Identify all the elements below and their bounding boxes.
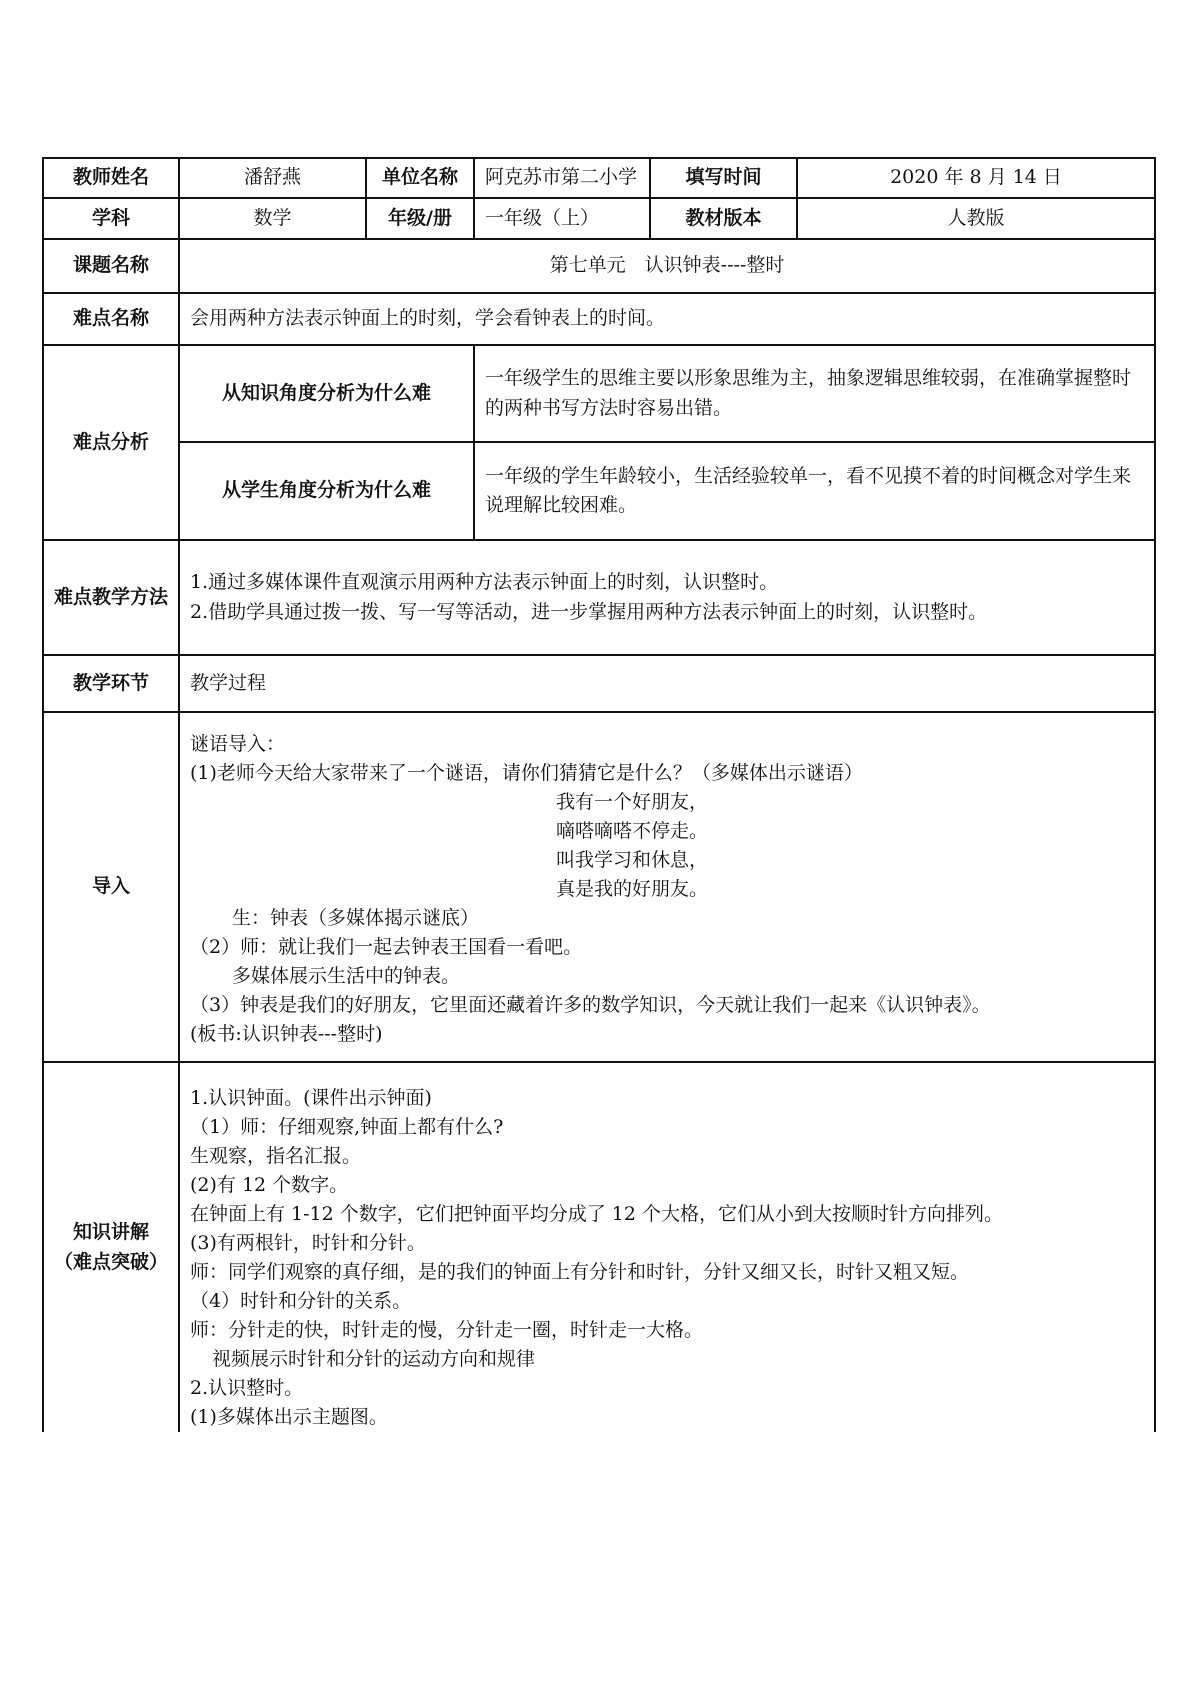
knowledge-content (179, 1062, 1155, 1432)
riddle-line: 我有一个好朋友， (556, 790, 709, 813)
intro-line: (板书:认识钟表---整时) (190, 1022, 383, 1045)
knowledge-label-line-1: 知识讲解 (72, 1221, 149, 1244)
intro-label: 导入 (43, 712, 179, 1062)
process-label: 教学环节 (43, 655, 179, 712)
knowledge-line: 视频展示时针和分针的运动方向和规律 (212, 1347, 536, 1370)
date-label: 填写时间 (650, 158, 797, 198)
subject-value: 数学 (179, 198, 366, 239)
grade-value: 一年级（上） (474, 198, 650, 239)
knowledge-line: 师：同学们观察的真仔细，是的我们的钟面上有分针和时针，分针又细又长，时针又粗又短。 (190, 1260, 970, 1283)
knowledge-line: 在钟面上有 1-12 个数字，它们把钟面平均分成了 12 个大格，它们从小到大按顺时针方向排列。 (190, 1202, 1004, 1225)
intro-line: 多媒体展示生活中的钟表。 (232, 964, 461, 987)
method-label: 难点教学方法 (43, 540, 179, 655)
knowledge-line: (1)多媒体出示主题图。 (190, 1405, 388, 1428)
lesson-plan-table (42, 157, 1156, 1432)
date-value: 2020 年 8 月 14 日 (797, 158, 1155, 198)
knowledge-line: （1）师：仔细观察,钟面上都有什么? (190, 1115, 504, 1138)
difficulty-row (43, 293, 1155, 345)
knowledge-line: 2.认识整时。 (190, 1376, 304, 1399)
grade-label: 年级/册 (366, 198, 474, 239)
topic-row (43, 239, 1155, 293)
unit-label: 单位名称 (366, 158, 474, 198)
knowledge-line: (2)有 12 个数字。 (190, 1173, 349, 1196)
topic-label: 课题名称 (43, 239, 179, 293)
knowledge-line: (3)有两根针，时针和分针。 (190, 1231, 426, 1254)
knowledge-line: 1.认识钟面。(课件出示钟面) (190, 1086, 432, 1109)
method-line-1: 1.通过多媒体课件直观演示用两种方法表示钟面上的时刻，认识整时。 (190, 571, 779, 594)
topic-value: 第七单元 认识钟表----整时 (179, 239, 1155, 293)
intro-line: 生：钟表（多媒体揭示谜底） (232, 906, 480, 929)
knowledge-label (43, 1062, 179, 1432)
teacher-label: 教师姓名 (43, 158, 179, 198)
intro-line: (1)老师今天给大家带来了一个谜语，请你们猜猜它是什么？（多媒体出示谜语） (190, 761, 863, 784)
intro-line: （3）钟表是我们的好朋友，它里面还藏着许多的数学知识，今天就让我们一起来《认识钟表》。 (190, 993, 991, 1016)
process-row (43, 655, 1155, 712)
header-row-1 (43, 158, 1155, 198)
knowledge-row (43, 1062, 1155, 1432)
analysis-row-knowledge (43, 345, 1155, 442)
difficulty-value: 会用两种方法表示钟面上的时刻，学会看钟表上的时间。 (179, 293, 1155, 345)
difficulty-label: 难点名称 (43, 293, 179, 345)
riddle-line: 嘀嗒嘀嗒不停走。 (556, 819, 709, 842)
analysis-student-text: 一年级的学生年龄较小，生活经验较单一，看不见摸不着的时间概念对学生来说理解比较困难。 (474, 442, 1155, 540)
knowledge-line: （4）时针和分针的关系。 (190, 1289, 412, 1312)
teacher-value: 潘舒燕 (179, 158, 366, 198)
analysis-student-label: 从学生角度分析为什么难 (179, 442, 474, 540)
riddle-line: 叫我学习和休息， (556, 848, 709, 871)
intro-line: （2）师：就让我们一起去钟表王国看一看吧。 (190, 935, 583, 958)
edition-value: 人教版 (797, 198, 1155, 239)
method-row (43, 540, 1155, 655)
header-row-2 (43, 198, 1155, 239)
analysis-knowledge-label: 从知识角度分析为什么难 (179, 345, 474, 442)
edition-label: 教材版本 (650, 198, 797, 239)
intro-row (43, 712, 1155, 1062)
intro-content (179, 712, 1155, 1062)
unit-value: 阿克苏市第二小学 (474, 158, 650, 198)
analysis-label: 难点分析 (43, 345, 179, 540)
analysis-knowledge-text: 一年级学生的思维主要以形象思维为主，抽象逻辑思维较弱，在准确掌握整时的两种书写方法时容易出错。 (474, 345, 1155, 442)
knowledge-line: 师：分针走的快，时针走的慢，分针走一圈，时针走一大格。 (190, 1318, 704, 1341)
riddle-line: 真是我的好朋友。 (556, 877, 709, 900)
knowledge-label-line-2: （难点突破） (54, 1250, 169, 1273)
method-line-2: 2.借助学具通过拨一拨、写一写等活动，进一步掌握用两种方法表示钟面上的时刻，认识整时。 (190, 600, 988, 623)
knowledge-line: 生观察，指名汇报。 (190, 1144, 362, 1167)
subject-label: 学科 (43, 198, 179, 239)
method-content (179, 540, 1155, 655)
analysis-row-student (43, 442, 1155, 540)
process-value: 教学过程 (179, 655, 1155, 712)
intro-line: 谜语导入： (190, 732, 286, 755)
